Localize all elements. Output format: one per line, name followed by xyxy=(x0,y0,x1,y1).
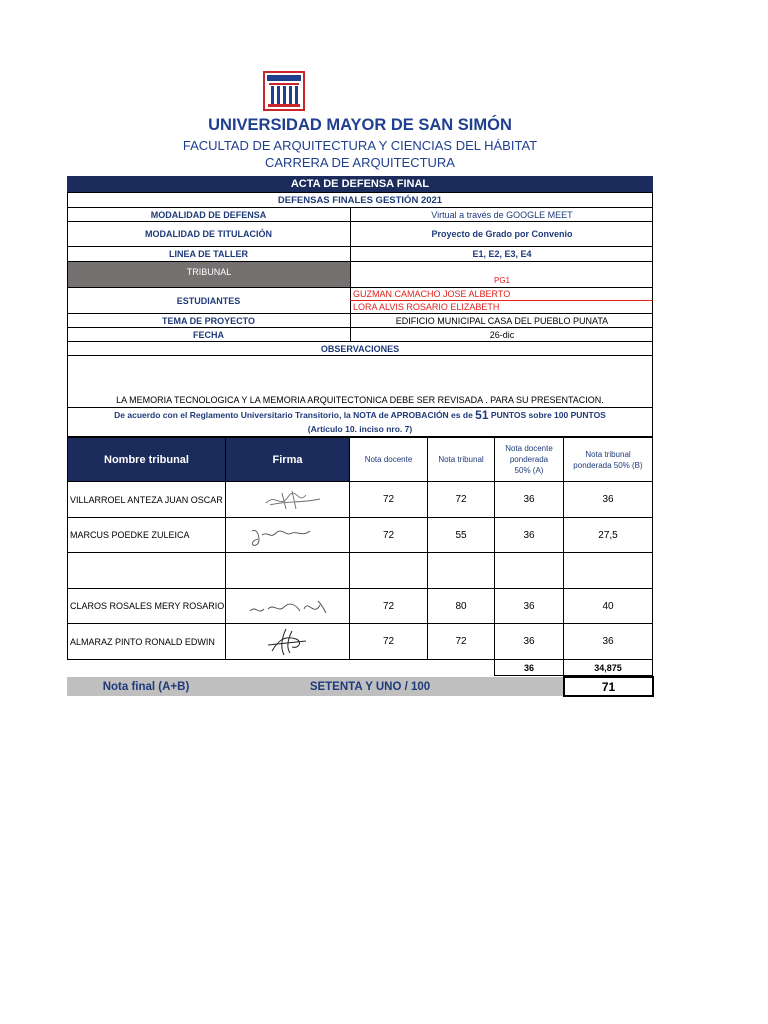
header-nota-docente: Nota docente xyxy=(349,437,428,482)
signature-2 xyxy=(248,523,312,549)
observaciones-label: OBSERVACIONES xyxy=(320,343,400,354)
fecha-label: FECHA xyxy=(193,329,224,340)
signature-4 xyxy=(248,595,328,619)
estudiantes-label: ESTUDIANTES xyxy=(176,295,241,306)
row-4-nota-tribunal: 80 xyxy=(427,588,495,624)
act-title-bar xyxy=(67,176,653,192)
linea-taller-label: LINEA DE TALLER xyxy=(169,249,248,259)
act-title: ACTA DE DEFENSA FINAL xyxy=(290,178,430,190)
row-4-nombre: CLAROS ROSALES MERY ROSARIO xyxy=(67,588,226,624)
rule-text-line2: (Artículo 10. inciso nro. 7) xyxy=(307,423,413,434)
signature-1 xyxy=(262,487,322,513)
act-subtitle: DEFENSAS FINALES GESTIÓN 2021 xyxy=(277,194,443,206)
row-2-pond-a: 36 xyxy=(494,517,564,553)
modalidad-titulacion-label: MODALIDAD DE TITULACIÓN xyxy=(145,229,272,239)
estudiante-1: GUZMAN CAMACHO JOSE ALBERTO xyxy=(353,289,511,299)
total-pond-b: 34,875 xyxy=(563,659,653,676)
header-ponderada-b: Nota tribunal ponderada 50% (B) xyxy=(563,437,653,482)
tema-label: TEMA DE PROYECTO xyxy=(161,315,255,326)
row-1-pond-b: 36 xyxy=(563,481,653,518)
university-name: UNIVERSIDAD MAYOR DE SAN SIMÓN xyxy=(208,116,512,134)
row-3-nota-tribunal xyxy=(427,552,495,589)
tema-value: EDIFICIO MUNICIPAL CASA DEL PUEBLO PUNATA xyxy=(395,315,609,326)
rule-text-pre: De acuerdo con el Reglamento Universitario Transitorio, la NOTA de APROBACIÓN es de xyxy=(114,410,473,420)
linea-taller-value: E1, E2, E3, E4 xyxy=(472,249,532,259)
final-words: SETENTA Y UNO / 100 xyxy=(309,680,431,693)
signature-5 xyxy=(262,627,312,657)
row-3-nombre xyxy=(67,552,226,589)
row-4-pond-b: 40 xyxy=(563,588,653,624)
row-4-firma xyxy=(225,588,350,624)
row-5-nota-tribunal: 72 xyxy=(427,623,495,660)
career-name: CARRERA DE ARQUITECTURA xyxy=(265,155,455,170)
tribunal-label: TRIBUNAL xyxy=(186,267,232,277)
row-5-pond-b: 36 xyxy=(563,623,653,660)
tribunal-label-cell xyxy=(68,262,350,287)
row-1-pond-a: 36 xyxy=(494,481,564,518)
row-1-firma xyxy=(225,481,350,518)
row-3-pond-a xyxy=(494,552,564,589)
header-nota-tribunal: Nota tribunal xyxy=(427,437,495,482)
header-nombre-tribunal: Nombre tribunal xyxy=(67,437,226,482)
rule-text-post: PUNTOS sobre 100 PUNTOS xyxy=(490,410,606,420)
row-2-firma xyxy=(225,517,350,553)
faculty-name: FACULTAD DE ARQUITECTURA Y CIENCIAS DEL HÁBITAT xyxy=(182,138,538,153)
row-5-nota-docente: 72 xyxy=(349,623,428,660)
row-4-nota-docente: 72 xyxy=(349,588,428,624)
tribunal-value: PG1 xyxy=(493,276,510,285)
row-3-pond-b xyxy=(563,552,653,589)
fecha-value: 26-dic xyxy=(489,329,515,340)
header-ponderada-a: Nota docente ponderada 50% (A) xyxy=(494,437,564,482)
header-firma: Firma xyxy=(225,437,350,482)
modalidad-defensa-value: Virtual a través de GOOGLE MEET xyxy=(431,209,573,220)
row-5-nombre: ALMARAZ PINTO RONALD EDWIN xyxy=(67,623,226,660)
row-5-pond-a: 36 xyxy=(494,623,564,660)
final-value: 71 xyxy=(563,676,654,697)
row-2-nota-tribunal: 55 xyxy=(427,517,495,553)
row-3-nota-docente xyxy=(349,552,428,589)
row-1-nota-docente: 72 xyxy=(349,481,428,518)
rule-points: 51 xyxy=(475,408,489,422)
row-1-nombre: VILLARROEL ANTEZA JUAN OSCAR xyxy=(67,481,226,518)
row-5-firma xyxy=(225,623,350,660)
row-2-pond-b: 27,5 xyxy=(563,517,653,553)
row-1-nota-tribunal: 72 xyxy=(427,481,495,518)
row-3-firma xyxy=(225,552,350,589)
modalidad-defensa-label: MODALIDAD DE DEFENSA xyxy=(150,209,267,220)
row-4-pond-a: 36 xyxy=(494,588,564,624)
rule-text-line1 xyxy=(67,408,653,422)
row-2-nota-docente: 72 xyxy=(349,517,428,553)
university-logo xyxy=(263,71,305,111)
observation-text: LA MEMORIA TECNOLOGICA Y LA MEMORIA ARQUITECTONICA DEBE SER REVISADA . PARA SU PRESENTACION. xyxy=(116,394,604,405)
final-label: Nota final (A+B) xyxy=(102,680,190,693)
estudiante-2: LORA ALVIS ROSARIO ELIZABETH xyxy=(353,302,500,312)
total-pond-a: 36 xyxy=(494,659,564,676)
modalidad-titulacion-value: Proyecto de Grado por Convenio xyxy=(431,229,573,239)
row-2-nombre: MARCUS POEDKE ZULEICA xyxy=(67,517,226,553)
